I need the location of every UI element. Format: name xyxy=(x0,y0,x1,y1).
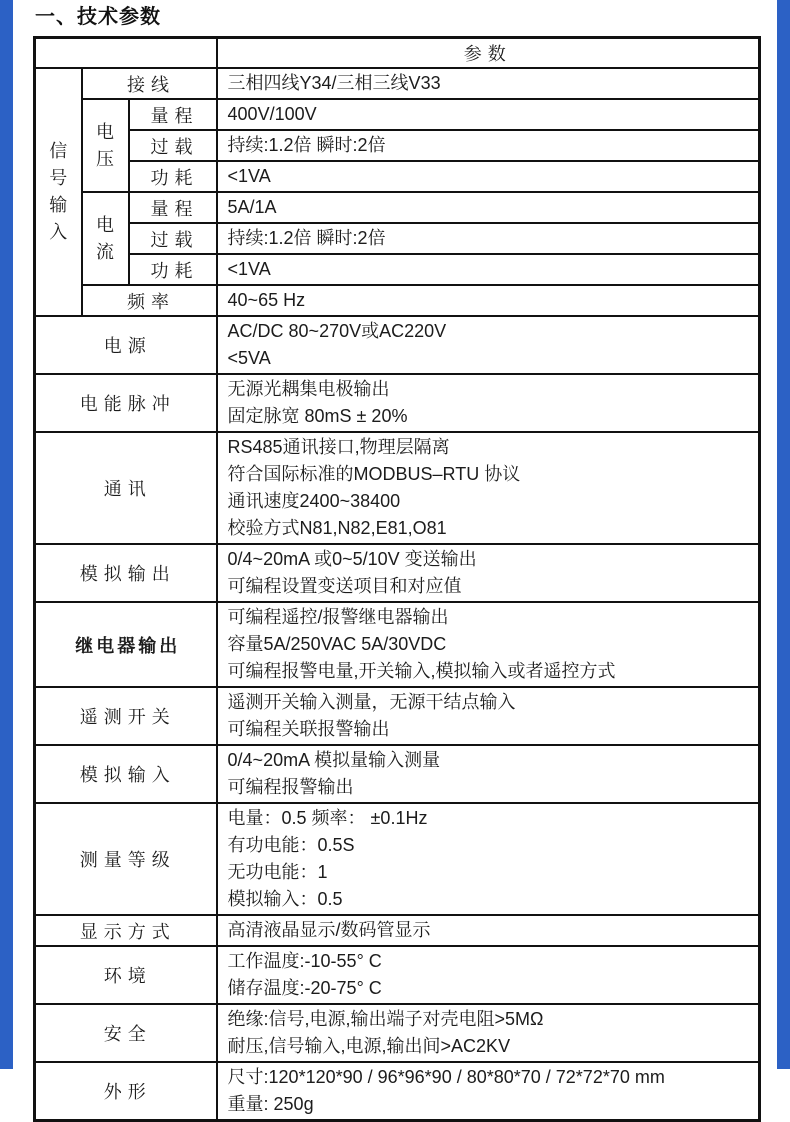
section-value-cell xyxy=(217,946,760,1004)
spec-section-row xyxy=(35,745,760,803)
row-voltage-consumption xyxy=(35,161,760,192)
section-value-line: 固定脉宽 80mS ± 20% xyxy=(227,406,408,426)
voltage-range-value-cell: 400V/100V xyxy=(217,99,760,130)
signal-input-label: 信号输入 xyxy=(49,141,68,242)
current-range-label-cell: 量程 xyxy=(129,192,217,223)
spec-section-row xyxy=(35,316,760,374)
spec-section-row xyxy=(35,1062,760,1121)
section-value-cell xyxy=(217,1004,760,1062)
section-label-cell: 测量等级 xyxy=(35,803,217,915)
row-wiring xyxy=(35,68,760,99)
section-value-cell xyxy=(217,316,760,374)
section-value-line: 重量: 250g xyxy=(227,1094,314,1114)
voltage-overload-label-cell: 过载 xyxy=(129,130,217,161)
section-value-cell xyxy=(217,544,760,602)
current-group-cell xyxy=(82,192,129,285)
spec-section-row xyxy=(35,1004,760,1062)
left-accent-strip xyxy=(0,0,13,1069)
row-current-consumption xyxy=(35,254,760,285)
section-value-line: 有功电能：0.5S xyxy=(227,835,355,855)
section-title: 一、技术参数 xyxy=(35,6,161,28)
section-label-cell: 电源 xyxy=(35,316,217,374)
wiring-label-cell: 接线 xyxy=(82,68,217,99)
section-value-line: 0/4~20mA 或0~5/10V 变送输出 xyxy=(227,549,477,569)
section-value-line: 可编程关联报警输出 xyxy=(227,719,390,739)
spec-section-row xyxy=(35,946,760,1004)
voltage-overload-value-cell: 持续:1.2倍 瞬时:2倍 xyxy=(217,130,760,161)
section-value-line: 模拟输入：0.5 xyxy=(227,889,343,909)
spec-section-row xyxy=(35,803,760,915)
section-label-cell: 继电器输出 xyxy=(35,602,217,687)
frequency-value-cell: 40~65 Hz xyxy=(217,285,760,316)
section-value-line: 可编程设置变送项目和对应值 xyxy=(227,576,462,596)
voltage-label: 电压 xyxy=(96,121,114,169)
spec-section-row xyxy=(35,687,760,745)
voltage-group-cell xyxy=(82,99,129,192)
section-value-cell xyxy=(217,602,760,687)
section-value-line: 无功电能：1 xyxy=(227,862,328,882)
spec-section-row xyxy=(35,432,760,544)
spec-content xyxy=(33,0,758,1122)
section-label-cell: 模拟输出 xyxy=(35,544,217,602)
table-header-row xyxy=(35,38,760,69)
current-overload-value-cell: 持续:1.2倍 瞬时:2倍 xyxy=(217,223,760,254)
section-value-line: 电量：0.5 频率： ±0.1Hz xyxy=(227,808,428,828)
header-param-cell: 参数 xyxy=(217,38,760,69)
section-value-cell xyxy=(217,745,760,803)
row-current-range xyxy=(35,192,760,223)
voltage-consumption-label-cell: 功耗 xyxy=(129,161,217,192)
section-value-line: 0/4~20mA 模拟量输入测量 xyxy=(227,750,441,770)
header-empty-cell xyxy=(35,38,217,69)
signal-input-group-cell xyxy=(35,68,82,316)
right-accent-strip xyxy=(777,0,790,1069)
current-overload-label-cell: 过载 xyxy=(129,223,217,254)
section-value-line: 遥测开关输入测量，无源干结点输入 xyxy=(227,692,516,712)
section-label-cell: 通讯 xyxy=(35,432,217,544)
wiring-value-cell: 三相四线Y34/三相三线V33 xyxy=(217,68,760,99)
section-label-cell: 遥测开关 xyxy=(35,687,217,745)
section-value-line: 尺寸:120*120*90 / 96*96*90 / 80*80*70 / 72*72*70 mm xyxy=(227,1067,665,1087)
section-label-cell: 环境 xyxy=(35,946,217,1004)
section-label-cell: 电能脉冲 xyxy=(35,374,217,432)
section-value-cell xyxy=(217,803,760,915)
section-value-cell xyxy=(217,915,760,946)
section-value-cell xyxy=(217,1062,760,1121)
row-voltage-range xyxy=(35,99,760,130)
section-label-cell: 安全 xyxy=(35,1004,217,1062)
current-consumption-value-cell: <1VA xyxy=(217,254,760,285)
section-value-line: AC/DC 80~270V或AC220V xyxy=(227,321,447,341)
section-value-line: 可编程遥控/报警继电器输出 xyxy=(227,607,449,627)
section-value-line: 耐压,信号输入,电源,输出间>AC2KV xyxy=(227,1036,511,1056)
section-value-line: RS485通讯接口,物理层隔离 xyxy=(227,437,450,457)
spec-section-row xyxy=(35,544,760,602)
current-consumption-label-cell: 功耗 xyxy=(129,254,217,285)
current-label: 电流 xyxy=(96,214,114,262)
section-value-cell xyxy=(217,374,760,432)
section-value-line: 工作温度:-10-55° C xyxy=(227,951,382,971)
section-label-cell: 外形 xyxy=(35,1062,217,1121)
section-value-line: <5VA xyxy=(227,348,271,368)
section-value-line: 绝缘:信号,电源,输出端子对壳电阻>5MΩ xyxy=(227,1009,544,1029)
voltage-range-label-cell: 量程 xyxy=(129,99,217,130)
row-current-overload xyxy=(35,223,760,254)
section-value-line: 储存温度:-20-75° C xyxy=(227,978,382,998)
section-value-cell xyxy=(217,432,760,544)
section-value-line: 可编程报警电量,开关输入,模拟输入或者遥控方式 xyxy=(227,661,616,681)
section-value-line: 校验方式N81,N82,E81,O81 xyxy=(227,518,447,538)
row-frequency xyxy=(35,285,760,316)
spec-section-row xyxy=(35,602,760,687)
section-value-line: 符合国际标准的MODBUS–RTU 协议 xyxy=(227,464,521,484)
section-value-line: 高清液晶显示/数码管显示 xyxy=(227,920,431,940)
spec-table xyxy=(33,36,761,1122)
row-voltage-overload xyxy=(35,130,760,161)
section-label-cell: 显示方式 xyxy=(35,915,217,946)
section-value-cell xyxy=(217,687,760,745)
section-value-line: 通讯速度2400~38400 xyxy=(227,491,401,511)
voltage-consumption-value-cell: <1VA xyxy=(217,161,760,192)
section-label-cell: 模拟输入 xyxy=(35,745,217,803)
section-value-line: 无源光耦集电极输出 xyxy=(227,379,390,399)
section-value-line: 可编程报警输出 xyxy=(227,777,354,797)
current-range-value-cell: 5A/1A xyxy=(217,192,760,223)
spec-section-row xyxy=(35,915,760,946)
spec-section-row xyxy=(35,374,760,432)
frequency-label-cell: 频率 xyxy=(82,285,217,316)
section-value-line: 容量5A/250VAC 5A/30VDC xyxy=(227,634,447,654)
